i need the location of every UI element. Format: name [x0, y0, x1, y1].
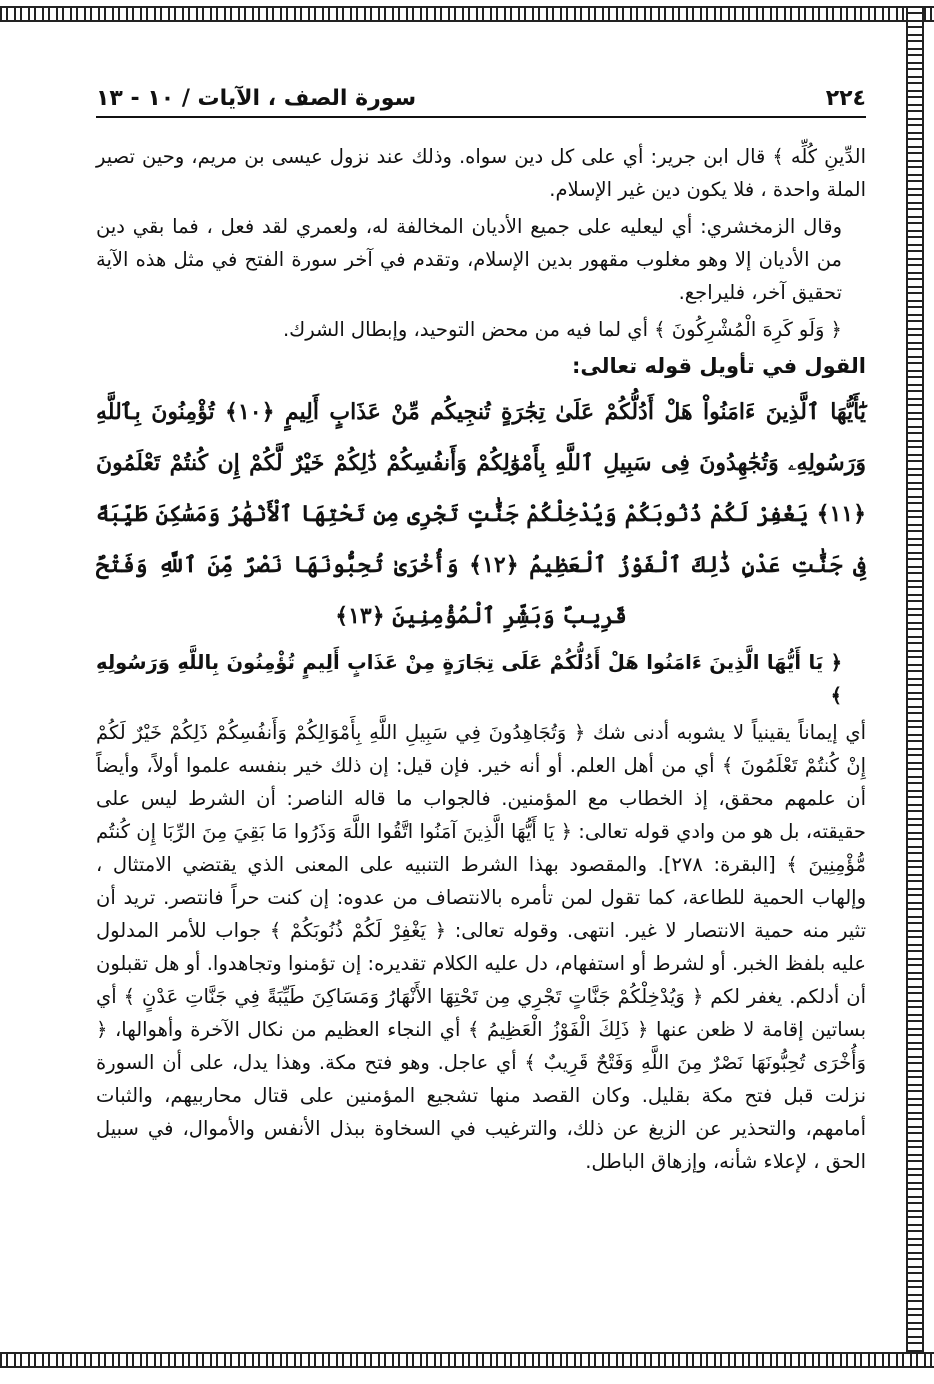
paragraph-1: الدِّينِ كُلِّه ﴾ قال ابن جرير: أي على كل دين سواه. وذلك عند نزول عيسى بن مريم، وحين تصير الملة واحدة ، فلا يكون دين غير الإسلام.: [96, 145, 866, 201]
top-ornamental-border: [0, 6, 934, 22]
chapter-title: سورة الصف ، الآيات / ١٠ - ١٣: [96, 85, 417, 111]
quran-verses: يَٰٓأَيُّهَا ٱلَّذِينَ ءَامَنُواْ هَلْ أَدُلُّكُمْ عَلَىٰ تِجَٰرَةٍ تُنجِيكُم مِّنْ عَذَابٍ أَلِيمٍ ﴿١٠﴾ تُؤْمِنُونَ بِٱللَّهِ وَرَسُولِهِۦ وَتُجَٰهِدُونَ فِى سَبِيلِ ٱللَّهِ بِأَمْوَٰلِكُمْ وَأَنفُسِكُمْ ذَٰلِكُمْ خَيْرٌ لَّكُمْ إِن كُنتُمْ تَعْلَمُونَ ﴿١١﴾ يَغْفِرْ لَكُمْ ذُنُوبَكُمْ وَيُدْخِلْكُمْ جَنَّٰتٍ تَجْرِى مِن تَحْتِهَا ٱلْأَنْهَٰرُ وَمَسَٰكِنَ طَيِّبَةً فِى جَنَّٰتِ عَدْنٍ ذَٰلِكَ ٱلْفَوْزُ ٱلْعَظِيمُ ﴿١٢﴾ وَأُخْرَىٰ تُحِبُّونَهَا نَصْرٌ مِّنَ ٱللَّهِ وَفَتْحٌ قَرِيبٌ وَبَشِّرِ ٱلْمُؤْمِنِينَ ﴿١٣﴾: [96, 399, 866, 629]
commentary-paragraph: أي إيماناً يقينياً لا يشوبه أدنى شك ﴿ وَتُجَاهِدُونَ فِي سَبِيلِ اللَّهِ بِأَمْوَالِكُمْ وَأَنفُسِكُمْ ذَلِكُمْ خَيْرٌ لَكُمْ إِنْ كُنتُمْ تَعْلَمُونَ ﴾ أي من أهل العلم. أو أنه خير. فإن قيل: إن ذلك خير بنفسه علموا أولاً، وأيضاً أن علمهم محقق، إذ الخطاب مع المؤمنين. فالجواب ما قاله الناصر: أن الشرط ليس على حقيقته، بل هو من وادي قوله تعالى: ﴿ يَا أَيُّهَا الَّذِينَ آمَنُوا اتَّقُوا اللَّهَ وَذَرُوا مَا بَقِيَ مِنَ الرِّبَا إِن كُنتُم مُّؤْمِنِينَ ﴾ [البقرة: ٢٧٨]. والمقصود بهذا الشرط التنبيه على المعنى الذي يقتضي الامتثال ، وإلهاب الحمية للطاعة، كما تقول لمن تأمره بالانتصاف من عدوه: إن كنت حراً فانتصر. تريد أن تثير منه حمية الانتصار لا غير. انتهى. وقوله تعالى: ﴿ يَغْفِرْ لَكُمْ ذُنُوبَكُمْ ﴾ جواب للأمر المدلول عليه بلفظ الخبر. أو لشرط أو استفهام، دل عليه الكلام تقديره: إن تؤمنوا وتجاهدوا. أو هل تقبلون أن أدلكم. يغفر لكم ﴿ وَيُدْخِلْكُمْ جَنَّاتٍ تَجْرِي مِن تَحْتِهَا الأَنْهَارُ وَمَسَاكِنَ طَيِّبَةً فِي جَنَّاتِ عَدْنٍ ﴾ أي بساتين إقامة لا ظعن عنها ﴿ ذَلِكَ الْفَوْزُ الْعَظِيمُ ﴾ أي النجاء العظيم من نكال الآخرة وأهوالها، ﴿ وَأُخْرَى تُحِبُّونَهَا نَصْرٌ مِنَ اللَّهِ وَفَتْحٌ قَرِيبٌ ﴾ أي عاجل. وهو فتح مكة. وهذا يدل، على أن السورة نزلت قبل فتح مكة بقليل. وكان القصد منها تشجيع المؤمنين على قتال محاربيهم، والثبات أمامهم، والتحذير عن الزيغ عن ذلك، والترغيب في السخاوة ببذل الأنفس والأموال، في سبيل الحق ، لإعلاء شأنه، وإزهاق الباطل.: [96, 721, 867, 1173]
verse-quote: ﴿ يَا أَيُّهَا الَّذِينَ ءَامَنُوا هَلْ أَدُلُّكُمْ عَلَى تِجَارَةٍ مِنْ عَذَابٍ أَلِيمٍ تُؤْمِنُونَ بِاللَّهِ وَرَسُولِهِ ﴾: [96, 651, 842, 707]
right-ornamental-border: [906, 6, 924, 1364]
bottom-ornamental-border: [0, 1352, 934, 1368]
page-header: [96, 80, 866, 118]
page-number: ٢٢٤: [825, 85, 866, 111]
section-heading: القول في تأويل قوله تعالى:: [572, 354, 866, 378]
paragraph-3: ﴿ وَلَو كَرِهَ الْمُشْرِكُونَ ﴾ أي لما فيه من محض التوحيد، وإبطال الشرك.: [282, 318, 842, 341]
page-body: [96, 140, 866, 1182]
paragraph-2: وقال الزمخشري: أي ليعليه على جميع الأديان المخالفة له، ولعمري لقد فعل ، فما بقي دين من الأديان إلا وهو مغلوب مقهور بدين الإسلام، وتقدم في آخر سورة الفتح في مثل هذه الآية تحقيق آخر، فليراجع.: [96, 215, 842, 304]
